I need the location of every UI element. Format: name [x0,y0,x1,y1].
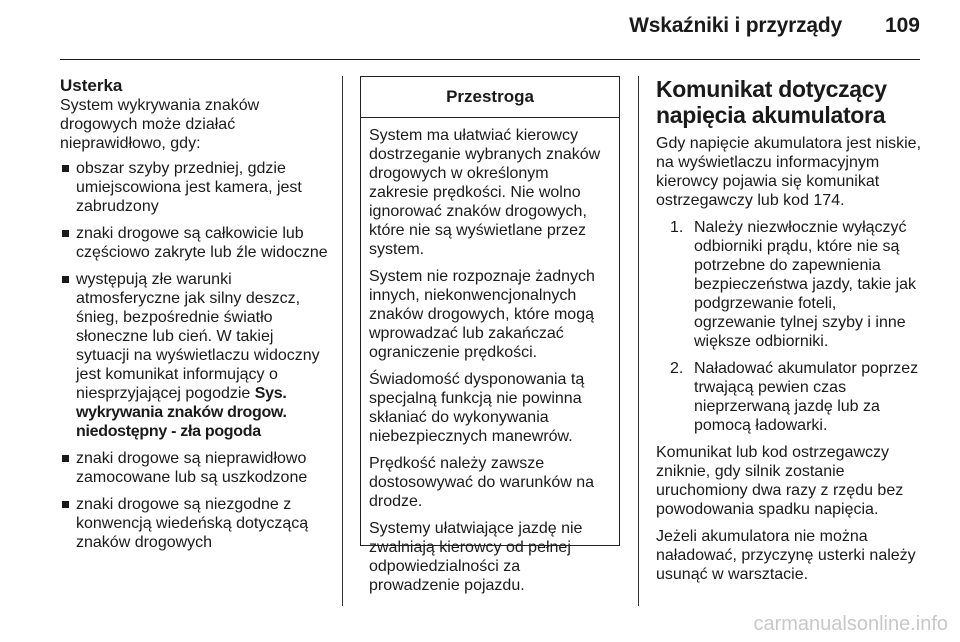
warning-paragraph: Świadomość dysponowania tą specjalną funkcją nie powinna skłaniać do wykonywania niebezpiecznych manewrów. [369,371,585,445]
right-paragraph: Komunikat lub kod ostrzegawczy zniknie, gdy silnik zostanie uruchomiony dwa razy z rzędu bez powodowania spadku napięcia. [656,444,904,518]
list-item [656,218,922,351]
list-item: znaki drogowe są całkowicie lub częściowo zakryte lub źle widoczne [60,224,330,262]
page-header [0,0,960,62]
list-item: obszar szyby przedniej, gdzie umiejscowiona jest kamera, jest zabrudzony [60,159,330,216]
column-divider-right [638,76,639,606]
warning-paragraph: Systemy ułatwiające jazdę nie zwalniają kierowcy od pełnej odpowiedzialności za prowadzenie pojazdu. [369,520,583,594]
list-item [656,359,922,435]
list-item: znaki drogowe są nieprawidłowo zamocowane lub są uszkodzone [60,449,330,487]
warning-body [361,118,619,595]
warning-paragraph: System ma ułatwiać kierowcy dostrzeganie wybranych znaków drogowych w określonym zakresie prędkości. Nie wolno ignorować znaków drogowych, które nie są wyświetlane przez system. [369,127,601,258]
section-heading-battery: Komunikat dotyczący napięcia akumulatora [656,76,887,128]
left-intro: System wykrywania znaków drogowych może działać nieprawidłowo, gdy: [60,97,260,152]
left-column [60,76,330,560]
step-number: 1. [670,219,684,236]
warning-paragraph: System nie rozpoznaje żadnych innych, niekonwencjonalnych znaków drogowych, które mogą wprowadzać lub zakańczać ograniczenie prędkości. [369,268,595,361]
list-item: znaki drogowe są niezgodne z konwencją wiedeńską dotyczącą znaków drogowych [60,495,330,552]
step-number: 2. [670,360,684,377]
section-heading-usterka: Usterka [60,76,123,95]
watermark: carmanualsonline.info [753,613,948,635]
step-text: Naładować akumulator poprzez trwającą pewien czas nieprzerwaną jazdę lub za pomocą ładowarki. [694,360,919,434]
right-column [656,76,922,592]
usterka-bullet-list [60,159,330,552]
warning-title: Przestroga [361,77,619,118]
step-text: Należy niezwłocznie wyłączyć odbiorniki prądu, które nie są potrzebne do zapewnienia bezpieczeństwa jazdy, takie jak podgrzewanie foteli, ogrzewanie tylnej szyby i inne większe odbiorniki. [694,219,917,350]
list-item-text: występują złe warunki atmosferyczne jak silny deszcz, śnieg, bezpośrednie światło słoneczne lub cień. W takiej sytuacji na wyświetlaczu widoczny jest komunikat informujący o niesprzyjającej pogodzie [76,271,320,402]
warning-paragraph: Prędkość należy zawsze dostosowywać do warunków na drodze. [369,455,595,510]
list-item [60,270,330,441]
battery-steps-list [656,218,922,435]
right-paragraph: Jeżeli akumulatora nie można naładować, przyczynę usterki należy usunąć w warsztacie. [656,528,916,583]
column-divider-left [342,76,343,606]
header-divider [60,59,920,60]
page-number: 109 [884,14,920,37]
page-header-title: Wskaźniki i przyrządy [629,14,842,37]
warning-box [360,76,620,594]
display-message-text: Sys. wykrywania znaków drogow. niedostępny - zła pogoda [76,385,287,440]
right-intro: Gdy napięcie akumulatora jest niskie, na wyświetlaczu informacyjnym kierowcy pojawia się komunikat ostrzegawczy lub kod 174. [656,135,922,209]
